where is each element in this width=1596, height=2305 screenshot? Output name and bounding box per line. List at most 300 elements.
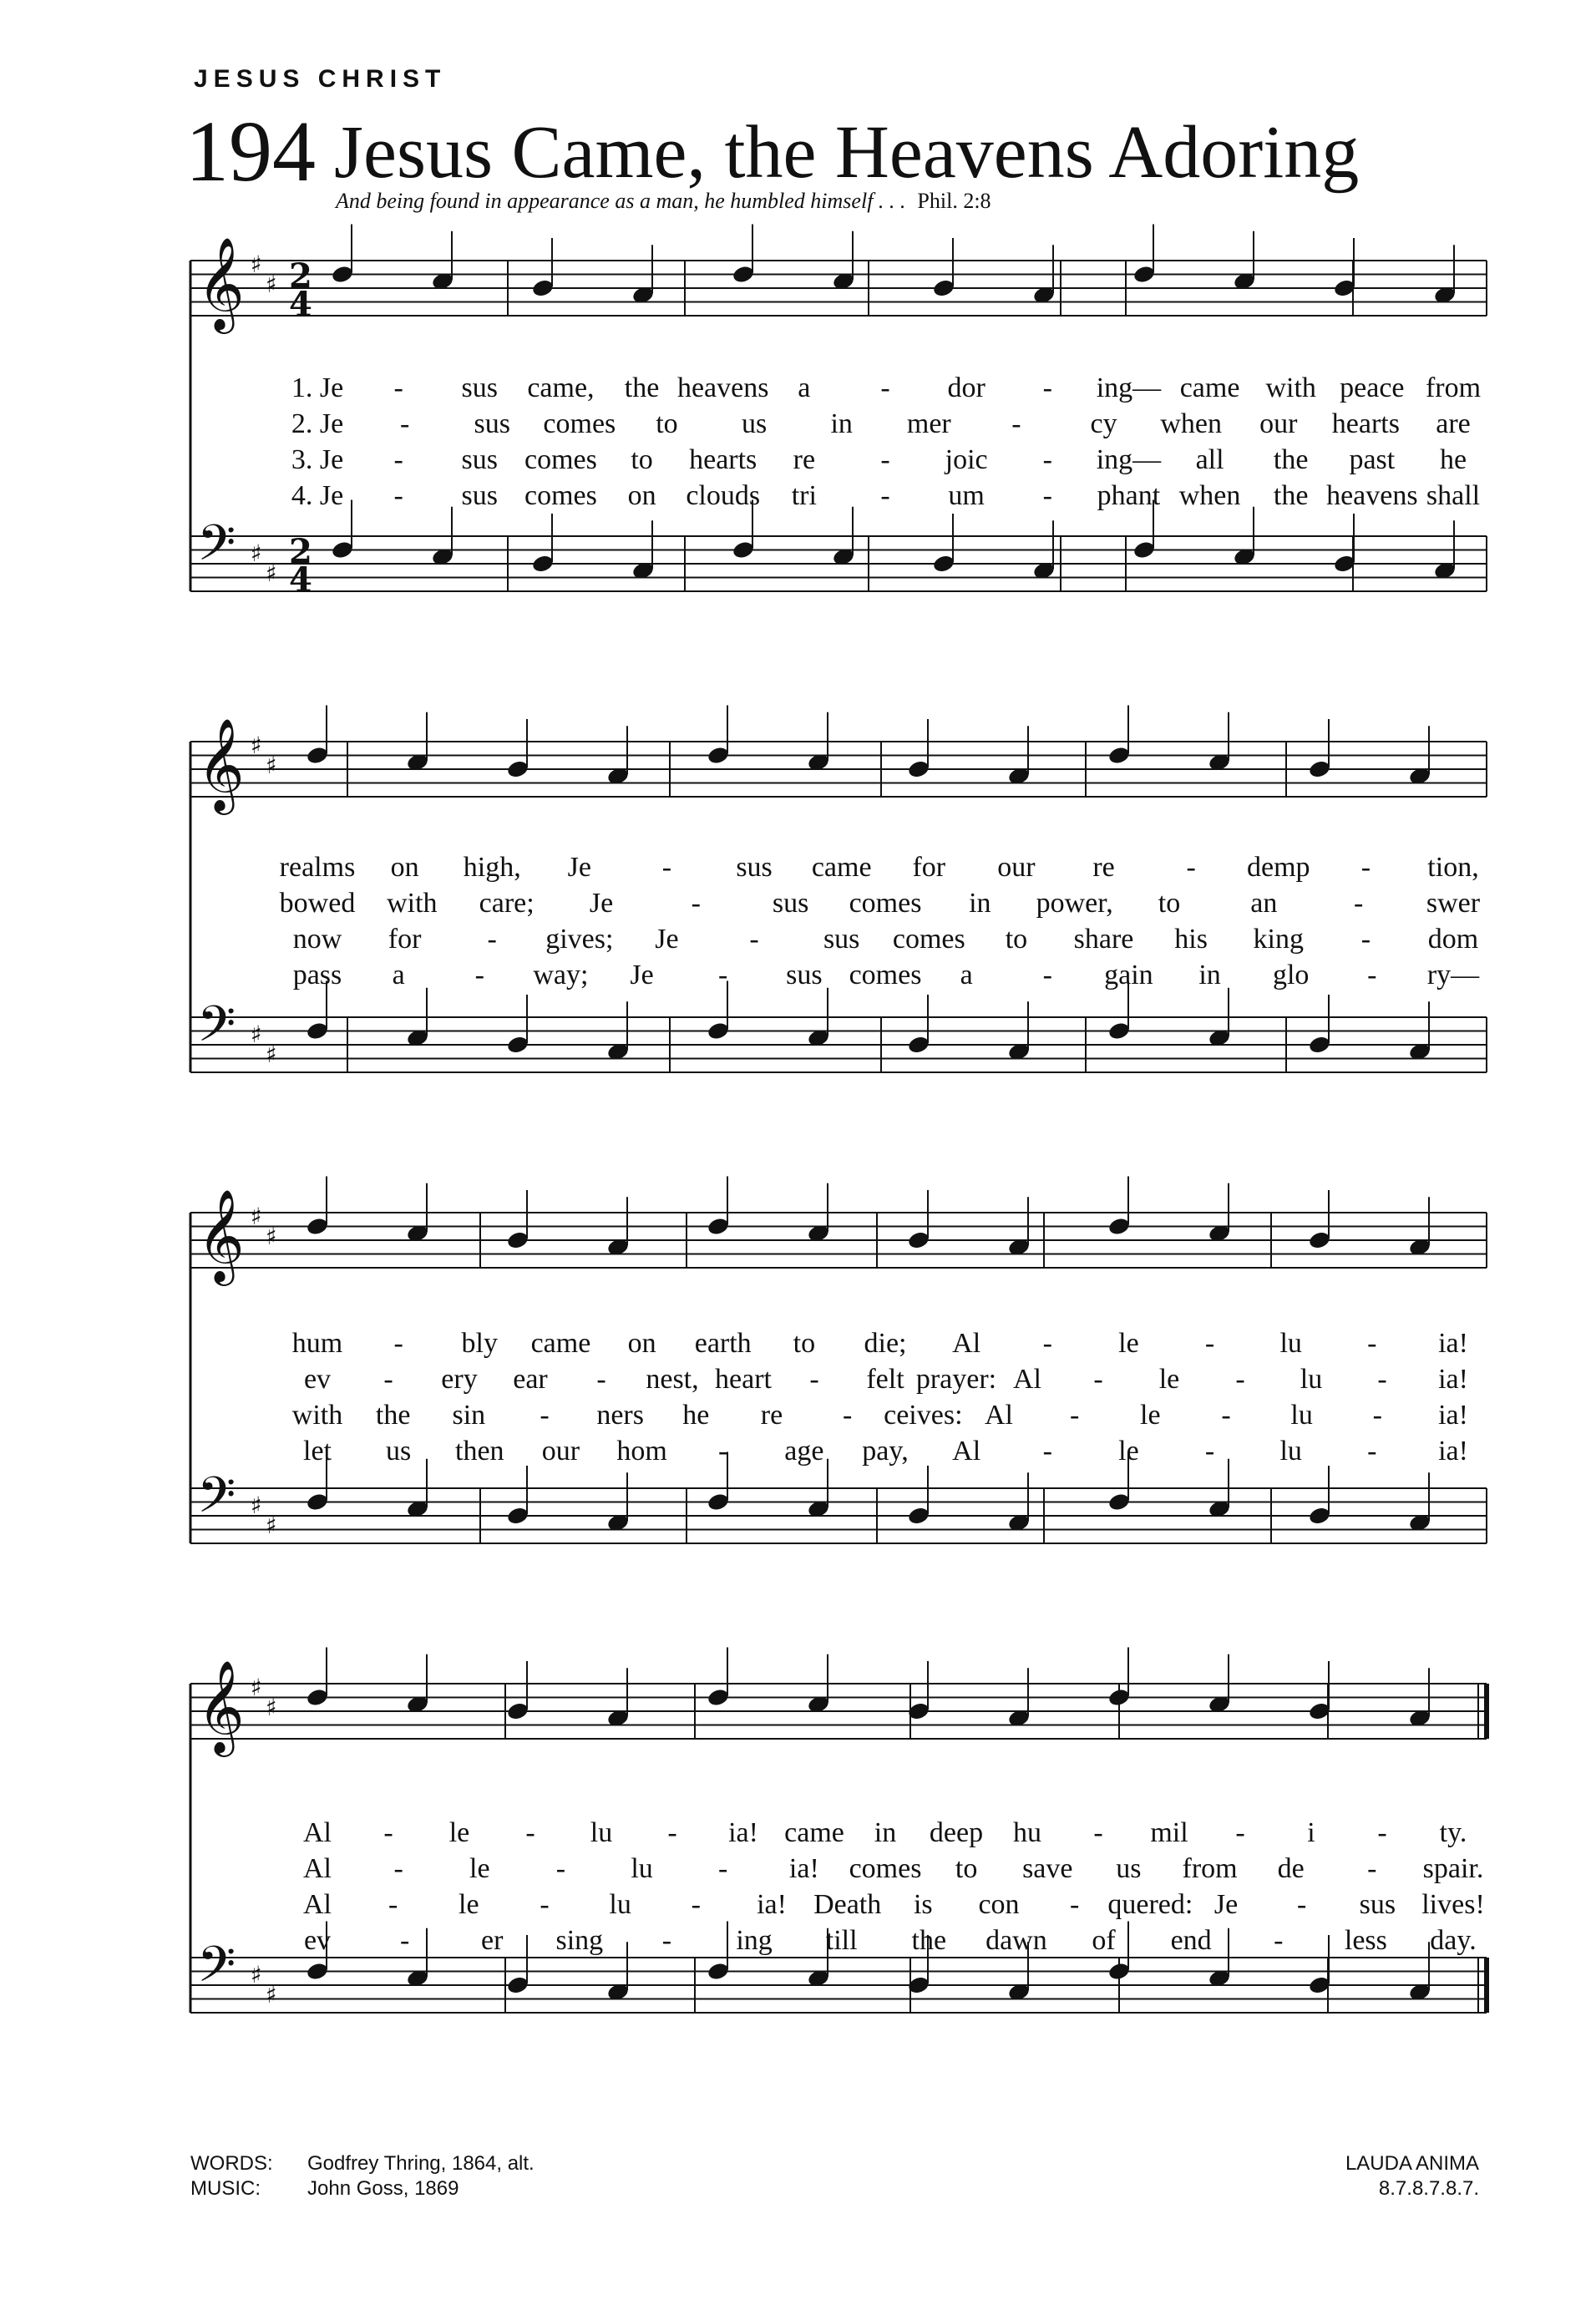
lyric-syllable: er: [481, 1925, 504, 1956]
lyric-syllable: Je: [589, 888, 614, 919]
lyric-syllable: -: [1360, 852, 1371, 883]
lyric-syllable: -: [1367, 1853, 1377, 1884]
lyric-syllable: sus: [823, 924, 860, 955]
system-1-key-signature: ♯: [266, 560, 277, 587]
lyric-syllable: to: [631, 444, 653, 475]
system-4-bass-note: [506, 1975, 529, 1995]
lyric-syllable: lu: [590, 1817, 613, 1848]
lyric-syllable: Je: [630, 960, 654, 990]
system-1-treble-note: [1132, 264, 1156, 284]
lyric-syllable: heavens: [1326, 480, 1418, 511]
lyric-syllable: came,: [527, 372, 595, 403]
lyric-syllable: lu: [1300, 1364, 1323, 1395]
system-3-key-signature: ♯: [251, 1203, 262, 1230]
lyric-syllable: re: [793, 444, 816, 475]
lyric-syllable: peace: [1340, 372, 1405, 403]
lyric-syllable: the: [911, 1925, 947, 1956]
hymn-number: 194: [185, 104, 316, 200]
lyric-syllable: mil: [1150, 1817, 1188, 1848]
system-1-key-signature: ♯: [251, 540, 262, 567]
lyric-syllable: -: [1377, 1364, 1387, 1395]
lyric-syllable: re: [1092, 852, 1115, 883]
system-2-key-signature: ♯: [266, 752, 277, 779]
lyric-syllable: sus: [461, 372, 499, 403]
lyric-syllable: le: [1118, 1328, 1139, 1359]
lyric-syllable: -: [1377, 1817, 1387, 1848]
lyric-syllable: -: [1011, 408, 1021, 439]
lyric-syllable: the: [624, 372, 660, 403]
lyric-syllable: with: [291, 1400, 343, 1431]
lyric-syllable: ear: [513, 1364, 548, 1395]
system-4-bass-clef: 𝄢: [197, 1935, 236, 2005]
system-2-treble-note: [306, 745, 329, 765]
lyric-syllable: shall: [1426, 480, 1481, 511]
lyric-syllable: -: [474, 960, 484, 990]
lyric-syllable: to: [1005, 924, 1028, 955]
system-3-bass-note: [907, 1506, 930, 1526]
lyric-syllable: le: [469, 1853, 490, 1884]
lyric-syllable: sus: [772, 888, 809, 919]
lyric-syllable: a: [798, 372, 811, 403]
lyric-syllable: -: [809, 1364, 819, 1395]
system-4-bass-note: [1107, 1961, 1131, 1981]
lyric-syllable: -: [1367, 960, 1377, 990]
lyric-syllable: sus: [461, 444, 499, 475]
lyric-syllable: for: [388, 924, 422, 955]
system-4-treble-clef: 𝄞: [197, 1659, 245, 1753]
system-2-key-signature: ♯: [251, 1021, 262, 1048]
lyric-syllable: age: [784, 1436, 824, 1467]
lyric-syllable: now: [292, 924, 342, 955]
lyric-syllable: till: [825, 1925, 858, 1956]
lyric-syllable: -: [1042, 372, 1052, 403]
lyric-syllable: -: [1069, 1889, 1080, 1920]
lyric-syllable: with: [387, 888, 438, 919]
lyric-syllable: heart: [715, 1364, 772, 1395]
lyric-syllable: share: [1073, 924, 1134, 955]
system-2-key-signature: ♯: [266, 1041, 277, 1068]
lyric-syllable: care;: [479, 888, 535, 919]
system-1-bass-note: [1132, 540, 1156, 560]
lyric-syllable: ia!: [728, 1817, 758, 1848]
lyric-syllable: then: [455, 1436, 504, 1467]
lyric-syllable: with: [1265, 372, 1316, 403]
lyric-syllable: deep: [929, 1817, 984, 1848]
system-1-treble-note: [331, 264, 354, 284]
lyric-syllable: ia!: [1438, 1436, 1468, 1467]
system-2-treble-note: [1107, 745, 1131, 765]
lyric-syllable: Al: [303, 1853, 332, 1884]
lyric-syllable: -: [525, 1817, 535, 1848]
lyric-syllable: heavens: [676, 372, 769, 403]
system-4-treble-note: [306, 1687, 329, 1707]
lyric-syllable: -: [383, 1364, 393, 1395]
lyric-syllable: came: [1179, 372, 1240, 403]
lyric-syllable: lu: [631, 1853, 653, 1884]
lyric-syllable: pass: [292, 960, 342, 990]
system-3-treble-note: [1107, 1216, 1131, 1236]
lyric-syllable: us: [1116, 1853, 1142, 1884]
lyric-syllable: from: [1425, 372, 1482, 403]
system-3-bass-note: [506, 1506, 529, 1526]
lyric-syllable: quered:: [1107, 1889, 1193, 1920]
system-3-bass-note: [707, 1492, 730, 1512]
lyric-syllable: sus: [786, 960, 823, 990]
tune-info: [1345, 2151, 1479, 2201]
system-2-treble-note: [506, 759, 529, 779]
lyric-syllable: le: [1158, 1364, 1180, 1395]
lyric-syllable: hum: [291, 1328, 343, 1359]
lyric-syllable: 2. Je: [291, 408, 344, 439]
system-1-time-signature: 4: [289, 560, 312, 600]
meter: 8.7.8.7.8.7.: [1378, 2177, 1479, 2200]
lyric-syllable: lu: [1279, 1328, 1302, 1359]
lyric-syllable: -: [1042, 960, 1052, 990]
words-credit: [190, 2151, 535, 2176]
system-3-key-signature: ♯: [266, 1223, 277, 1250]
lyric-syllable: le: [1118, 1436, 1139, 1467]
lyric-syllable: in: [969, 888, 991, 919]
lyric-syllable: -: [596, 1364, 606, 1395]
system-4-key-signature: ♯: [251, 1674, 262, 1701]
lyric-syllable: -: [1042, 480, 1052, 511]
lyric-syllable: ia!: [1438, 1364, 1468, 1395]
lyric-syllable: in: [874, 1817, 897, 1848]
lyric-syllable: -: [540, 1889, 550, 1920]
lyric-syllable: on: [390, 852, 419, 883]
lyric-syllable: swer: [1426, 888, 1481, 919]
system-4-treble-note: [1107, 1687, 1131, 1707]
lyric-syllable: -: [393, 1328, 403, 1359]
system-2-treble-note: [1308, 759, 1331, 779]
epigraph-text: And being found in appearance as a man, he humbled himself . . .: [336, 189, 906, 213]
words-label: WORDS:: [190, 2152, 273, 2175]
lyric-syllable: earth: [694, 1328, 752, 1359]
lyric-syllable: le: [448, 1817, 470, 1848]
lyric-syllable: -: [661, 1925, 672, 1956]
lyric-syllable: our: [541, 1436, 580, 1467]
lyric-syllable: let: [303, 1436, 332, 1467]
lyric-syllable: gives;: [545, 924, 614, 955]
section-heading: JESUS CHRIST: [194, 65, 447, 93]
lyric-syllable: -: [399, 1925, 410, 1956]
lyric-syllable: -: [1367, 1436, 1377, 1467]
lyric-syllable: ery: [441, 1364, 478, 1395]
lyric-syllable: our: [1259, 408, 1298, 439]
lyric-syllable: Je: [655, 924, 679, 955]
lyric-syllable: high,: [463, 852, 521, 883]
lyric-syllable: cy: [1090, 408, 1117, 439]
lyric-syllable: power,: [1036, 888, 1113, 919]
lyric-syllable: are: [1436, 408, 1471, 439]
lyric-syllable: demp: [1246, 852, 1310, 883]
lyric-syllable: -: [718, 1853, 728, 1884]
lyric-syllable: -: [388, 1889, 398, 1920]
lyric-syllable: -: [1353, 888, 1364, 919]
lyric-syllable: gain: [1104, 960, 1153, 990]
lyric-syllable: ceives:: [884, 1400, 963, 1431]
lyric-syllable: sing: [555, 1925, 604, 1956]
lyric-syllable: felt: [866, 1364, 904, 1395]
lyric-syllable: on: [627, 480, 656, 511]
lyric-syllable: ev: [303, 1364, 332, 1395]
system-3-treble-note: [506, 1230, 529, 1250]
system-3-key-signature: ♯: [251, 1492, 262, 1519]
system-4-key-signature: ♯: [266, 1981, 277, 2009]
lyric-syllable: comes: [849, 1853, 922, 1884]
lyric-syllable: lu: [1290, 1400, 1313, 1431]
credits: [190, 2151, 535, 2201]
lyric-syllable: -: [555, 1853, 566, 1884]
lyric-syllable: con: [978, 1889, 1020, 1920]
tune-name: LAUDA ANIMA: [1345, 2152, 1479, 2175]
lyric-syllable: -: [661, 852, 672, 883]
system-4-bass-note: [306, 1961, 329, 1981]
lyric-syllable: de: [1277, 1853, 1305, 1884]
lyric-syllable: -: [487, 924, 497, 955]
lyric-syllable: Je: [1213, 1889, 1239, 1920]
system-1-time-signature: 4: [289, 285, 312, 324]
lyric-syllable: -: [691, 888, 701, 919]
lyric-syllable: hu: [1013, 1817, 1041, 1848]
lyric-syllable: on: [627, 1328, 656, 1359]
system-1-bass-note: [732, 540, 755, 560]
lyric-syllable: 1. Je: [291, 372, 344, 403]
system-3-bass-note: [306, 1492, 329, 1512]
lyric-syllable: spair.: [1422, 1853, 1484, 1884]
lyric-syllable: Death: [813, 1889, 882, 1920]
lyric-syllable: when: [1178, 480, 1241, 511]
lyric-syllable: a: [392, 960, 405, 990]
lyric-syllable: -: [667, 1817, 677, 1848]
lyric-syllable: us: [741, 408, 768, 439]
lyric-syllable: -: [1069, 1400, 1080, 1431]
lyric-syllable: Je: [567, 852, 592, 883]
lyric-syllable: to: [955, 1853, 978, 1884]
music-composer: John Goss, 1869: [307, 2177, 459, 2200]
lyric-syllable: tri: [791, 480, 817, 511]
lyric-syllable: -: [1296, 1889, 1307, 1920]
lyric-syllable: came: [784, 1817, 844, 1848]
lyric-syllable: bly: [461, 1328, 499, 1359]
lyric-syllable: the: [375, 1400, 411, 1431]
lyric-syllable: for: [912, 852, 946, 883]
system-3-treble-note: [1308, 1230, 1331, 1250]
lyric-syllable: Al: [952, 1436, 981, 1467]
system-1-key-signature: ♯: [266, 271, 277, 298]
system-2-treble-note: [907, 759, 930, 779]
system-1-bass-note: [932, 554, 955, 574]
lyric-syllable: the: [1273, 444, 1309, 475]
system-1-treble-clef: 𝄞: [197, 236, 245, 330]
lyric-syllable: -: [1042, 1436, 1052, 1467]
lyric-syllable: save: [1022, 1853, 1073, 1884]
lyric-syllable: comes: [892, 924, 965, 955]
system-4-key-signature: ♯: [266, 1694, 277, 1721]
lyric-syllable: -: [880, 444, 890, 475]
system-3-bass-note: [1107, 1492, 1131, 1512]
system-1-treble-note: [531, 278, 555, 298]
lyric-syllable: lives!: [1421, 1889, 1485, 1920]
lyric-syllable: dor: [947, 372, 985, 403]
system-4-treble-note: [707, 1687, 730, 1707]
system-4-bass-note: [707, 1961, 730, 1981]
system-2-bass-note: [506, 1035, 529, 1055]
lyric-syllable: -: [393, 444, 403, 475]
lyric-syllable: ty.: [1439, 1817, 1467, 1848]
lyric-syllable: ing—: [1096, 372, 1162, 403]
lyric-syllable: the: [1273, 480, 1309, 511]
lyric-syllable: lu: [1279, 1436, 1302, 1467]
lyric-syllable: le: [1140, 1400, 1161, 1431]
lyric-syllable: re: [760, 1400, 783, 1431]
system-2-key-signature: ♯: [251, 732, 262, 759]
lyric-syllable: -: [1204, 1328, 1215, 1359]
lyric-syllable: -: [718, 1436, 728, 1467]
lyric-syllable: Al: [952, 1328, 981, 1359]
lyric-syllable: hearts: [1331, 408, 1400, 439]
lyric-syllable: -: [1042, 1328, 1052, 1359]
lyric-syllable: when: [1160, 408, 1222, 439]
lyric-syllable: ry—: [1426, 960, 1480, 990]
lyric-syllable: comes: [524, 444, 597, 475]
system-3-treble-note: [907, 1230, 930, 1250]
lyric-syllable: comes: [524, 480, 597, 511]
lyric-syllable: past: [1349, 444, 1396, 475]
system-2-bass-note: [707, 1021, 730, 1041]
lyric-syllable: ing—: [1096, 444, 1162, 475]
system-1-bass-note: [531, 554, 555, 574]
lyric-syllable: -: [842, 1400, 853, 1431]
lyric-syllable: sus: [736, 852, 773, 883]
lyric-syllable: -: [393, 1853, 403, 1884]
system-4-key-signature: ♯: [251, 1961, 262, 1988]
lyric-syllable: ia!: [757, 1889, 787, 1920]
lyric-syllable: way;: [533, 960, 589, 990]
lyric-syllable: came: [811, 852, 872, 883]
lyric-syllable: -: [749, 924, 759, 955]
lyric-syllable: i: [1307, 1817, 1315, 1848]
lyric-syllable: Al: [303, 1817, 332, 1848]
lyric-syllable: -: [1274, 1925, 1284, 1956]
lyric-syllable: glo: [1272, 960, 1310, 990]
lyric-syllable: nest,: [646, 1364, 699, 1395]
lyric-syllable: -: [393, 480, 403, 511]
system-3-treble-clef: 𝄞: [197, 1188, 245, 1282]
lyric-syllable: hom: [616, 1436, 667, 1467]
lyric-syllable: -: [393, 372, 403, 403]
lyric-syllable: dom: [1427, 924, 1479, 955]
lyric-syllable: to: [793, 1328, 816, 1359]
lyric-syllable: ners: [596, 1400, 644, 1431]
lyric-syllable: end: [1170, 1925, 1212, 1956]
lyric-syllable: ia!: [1438, 1328, 1468, 1359]
lyric-syllable: comes: [543, 408, 616, 439]
lyric-syllable: -: [1093, 1364, 1103, 1395]
music-label: MUSIC:: [190, 2177, 261, 2200]
hymn-title: Jesus Came, the Heavens Adoring: [334, 111, 1360, 194]
lyric-syllable: in: [830, 408, 853, 439]
lyric-syllable: le: [459, 1889, 479, 1920]
lyric-syllable: less: [1344, 1925, 1387, 1956]
lyric-syllable: from: [1182, 1853, 1238, 1884]
lyric-syllable: -: [880, 480, 890, 511]
lyric-syllable: 4. Je: [291, 480, 344, 511]
system-2-treble-clef: 𝄞: [197, 717, 245, 811]
system-1-key-signature: ♯: [251, 251, 262, 278]
lyric-syllable: to: [656, 408, 678, 439]
lyric-syllable: -: [1367, 1328, 1377, 1359]
lyric-syllable: -: [383, 1817, 393, 1848]
system-2-treble-note: [707, 745, 730, 765]
lyric-syllable: -: [1235, 1364, 1245, 1395]
lyric-syllable: day.: [1430, 1925, 1477, 1956]
lyric-syllable: -: [1360, 924, 1371, 955]
words-author: Godfrey Thring, 1864, alt.: [307, 2152, 535, 2175]
lyric-syllable: -: [540, 1400, 550, 1431]
lyric-syllable: he: [682, 1400, 710, 1431]
lyric-syllable: an: [1250, 888, 1278, 919]
lyric-syllable: 3. Je: [291, 444, 344, 475]
lyric-syllable: of: [1092, 1925, 1116, 1956]
system-1-treble-note: [732, 264, 755, 284]
system-3-treble-note: [707, 1216, 730, 1236]
lyric-syllable: comes: [849, 960, 922, 990]
system-4-treble-note: [506, 1701, 529, 1721]
lyric-syllable: clouds: [686, 480, 761, 511]
epigraph-reference: Phil. 2:8: [917, 189, 991, 213]
lyric-syllable: realms: [279, 852, 356, 883]
lyric-syllable: Al: [1013, 1364, 1041, 1395]
system-1-time-signature: 2: [289, 532, 312, 571]
lyric-syllable: -: [1221, 1400, 1231, 1431]
lyric-syllable: sus: [461, 480, 499, 511]
lyric-syllable: us: [386, 1436, 412, 1467]
lyric-syllable: dawn: [985, 1925, 1047, 1956]
lyric-syllable: tion,: [1427, 852, 1479, 883]
system-3-treble-note: [306, 1216, 329, 1236]
system-2-bass-note: [1308, 1035, 1331, 1055]
lyric-syllable: -: [1204, 1436, 1215, 1467]
lyric-syllable: sus: [1359, 1889, 1396, 1920]
lyric-syllable: all: [1195, 444, 1224, 475]
system-3-bass-note: [1308, 1506, 1331, 1526]
music-credit: [190, 2176, 535, 2201]
lyric-syllable: -: [1372, 1400, 1382, 1431]
lyric-syllable: joic: [945, 444, 988, 475]
system-1-time-signature: 2: [289, 256, 312, 296]
system-2-bass-note: [1107, 1021, 1131, 1041]
lyric-syllable: -: [1093, 1817, 1103, 1848]
system-1-treble-note: [932, 278, 955, 298]
lyric-syllable: lu: [609, 1889, 631, 1920]
lyric-syllable: he: [1439, 444, 1467, 475]
system-1-bass-note: [331, 540, 354, 560]
lyric-syllable: -: [1186, 852, 1196, 883]
system-3-bass-clef: 𝄢: [197, 1466, 236, 1536]
lyric-syllable: to: [1158, 888, 1181, 919]
lyric-syllable: Al: [985, 1400, 1013, 1431]
lyric-syllable: ing: [736, 1925, 773, 1956]
system-3-key-signature: ♯: [266, 1512, 277, 1539]
lyric-syllable: -: [1235, 1817, 1245, 1848]
lyric-syllable: ia!: [1438, 1400, 1468, 1431]
lyric-syllable: -: [718, 960, 728, 990]
lyric-syllable: um: [948, 480, 985, 511]
lyric-syllable: our: [997, 852, 1036, 883]
system-2-bass-clef: 𝄢: [197, 995, 236, 1065]
lyric-syllable: -: [691, 1889, 701, 1920]
